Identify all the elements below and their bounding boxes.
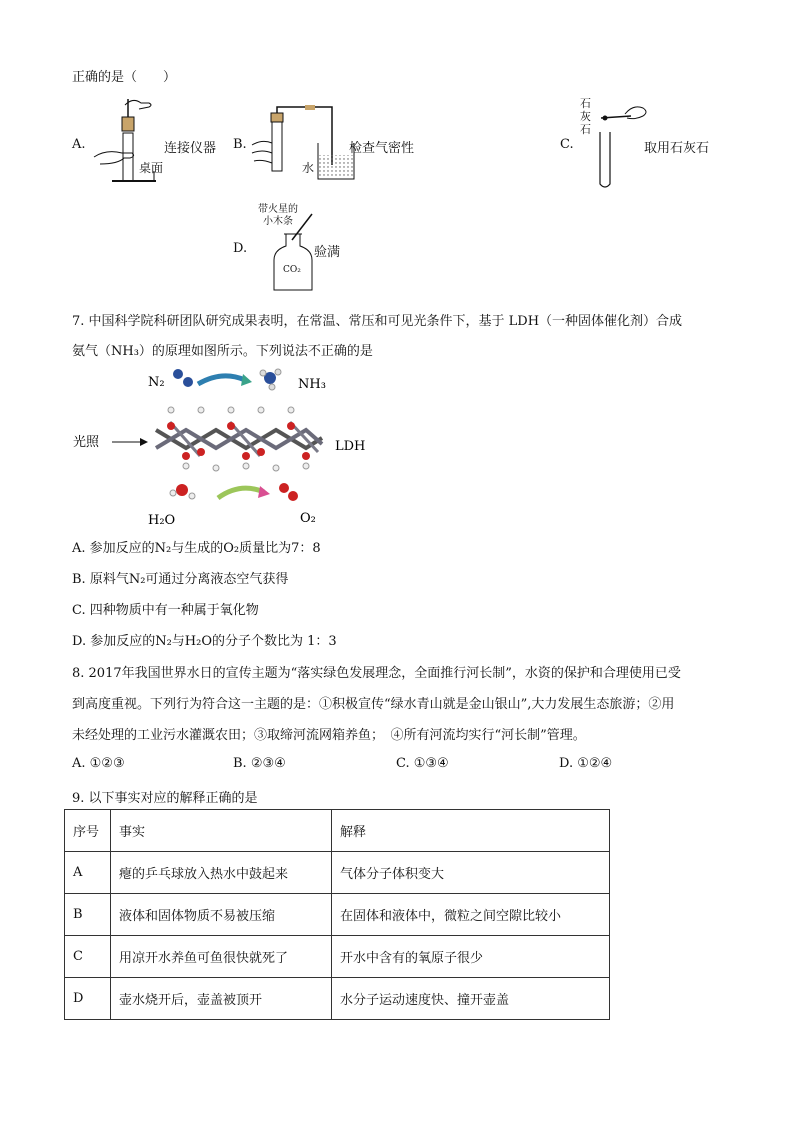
q8-option-b[interactable]: B. ②③④ [233, 756, 286, 771]
q6-option-c-caption: 取用石灰石 [644, 141, 710, 156]
q6-option-b-letter[interactable]: B. [233, 137, 247, 152]
ldh-ammonia-diagram [60, 360, 390, 530]
q6-option-a-letter[interactable]: A. [72, 137, 86, 152]
row-fact: 用凉开水养鱼可鱼很快就死了 [111, 936, 332, 978]
q6-option-c-letter[interactable]: C. [560, 137, 574, 152]
row-fact: 液体和固体物质不易被压缩 [111, 894, 332, 936]
header-fact: 事实 [111, 810, 332, 852]
table-row[interactable] [65, 936, 610, 978]
q8-option-a[interactable]: A. ①②③ [72, 756, 125, 771]
q8-option-c[interactable]: C. ①③④ [396, 756, 449, 771]
row-explanation: 水分子运动速度快、撞开壶盖 [332, 978, 610, 1020]
q7-option-b[interactable]: B. 原料气N₂可通过分离液态空气获得 [72, 572, 289, 587]
row-explanation: 气体分子体积变大 [332, 852, 610, 894]
q9-stem: 9. 以下事实对应的解释正确的是 [72, 791, 258, 806]
row-fact: 瘪的乒乓球放入热水中鼓起来 [111, 852, 332, 894]
gas-bottle-figure [270, 210, 320, 294]
q7-option-d[interactable]: D. 参加反应的N₂与H₂O的分子个数比为 1：3 [72, 634, 337, 649]
q8-line3: 未经处理的工业污水灌溉农田；③取缔河流网箱养鱼； ④所有河流均实行“河长制”管理。 [72, 728, 586, 743]
q8-line1: 8. 2017年我国世界水日的宣传主题为“落实绿色发展理念，全面推行河长制”，水资的保护和合理使用已受 [72, 666, 681, 681]
row-index: D [65, 978, 111, 1020]
q7-stem-line1: 7. 中国科学院科研团队研究成果表明，在常温、常压和可见光条件下，基于 LDH（一种固体催化剂）合成 [72, 314, 683, 329]
table-row[interactable] [65, 978, 610, 1020]
header-explanation: 解释 [332, 810, 610, 852]
facts-table [64, 809, 610, 1020]
water-label: 水 [302, 161, 315, 175]
light-label: 光照 [73, 435, 100, 450]
nh3-label: NH₃ [298, 377, 326, 392]
row-fact: 壶水烧开后，壶盖被顶开 [111, 978, 332, 1020]
q6-option-b-caption: 检查气密性 [349, 141, 415, 156]
q7-stem-line2: 氨气（NH₃）的原理如图所示。下列说法不正确的是 [72, 344, 373, 359]
q7-option-c[interactable]: C. 四种物质中有一种属于氧化物 [72, 603, 259, 618]
q8-option-d[interactable]: D. ①②④ [559, 756, 613, 771]
row-index: B [65, 894, 111, 936]
q6-stem: 正确的是（ ） [72, 70, 177, 85]
n2-to-nh3-arrow [198, 376, 245, 384]
glowing-stick-label: 带火星的 小木条 [258, 204, 298, 227]
ldh-lattice [156, 407, 322, 471]
ldh-label: LDH [335, 439, 366, 454]
n2-label: N₂ [148, 375, 165, 390]
q7-option-a[interactable]: A. 参加反应的N₂与生成的O₂质量比为7：8 [72, 541, 321, 556]
q6-option-a-caption: 连接仪器 [164, 141, 217, 156]
header-index: 序号 [65, 810, 111, 852]
q6-option-d-letter[interactable]: D. [233, 241, 248, 256]
connect-apparatus-figure [92, 95, 172, 195]
row-explanation: 开水中含有的氧原子很少 [332, 936, 610, 978]
bottle-co2-label: CO₂ [283, 265, 301, 275]
h2o-to-o2-arrow [218, 488, 264, 498]
row-explanation: 在固体和液体中，微粒之间空隙比较小 [332, 894, 610, 936]
table-row[interactable] [65, 894, 610, 936]
limestone-label: 石 灰 石 [580, 97, 591, 136]
table-header-row [65, 810, 610, 852]
h2o-label: H₂O [148, 513, 176, 528]
table-row[interactable] [65, 852, 610, 894]
o2-label: O₂ [300, 511, 316, 526]
row-index: C [65, 936, 111, 978]
q6-option-d-caption: 验满 [314, 245, 341, 260]
desk-label: 桌面 [139, 161, 164, 175]
q8-line2: 到高度重视。下列行为符合这一主题的是：①积极宣传“绿水青山就是金山银山”,大力发展生态旅游；②用 [72, 697, 675, 712]
row-index: A [65, 852, 111, 894]
